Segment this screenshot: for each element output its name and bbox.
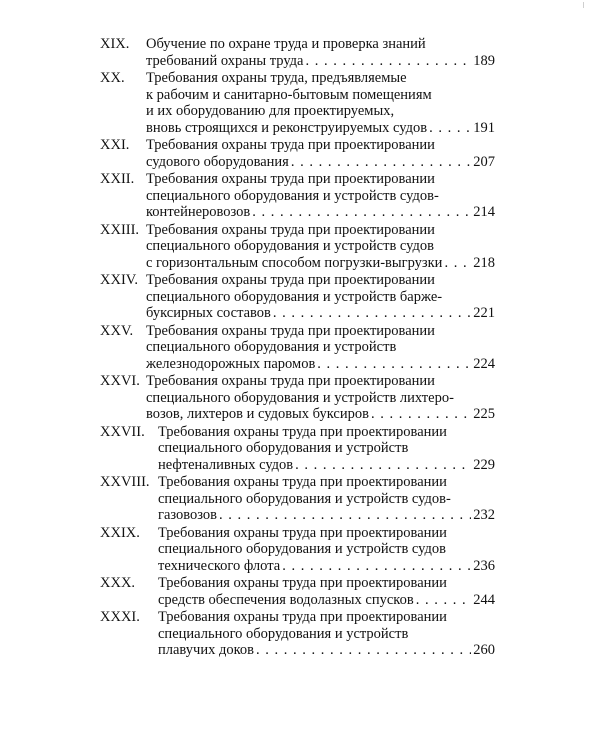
toc-entry (100, 609, 495, 659)
toc-entry-title-line: Требования охраны труда при проектировании (146, 322, 435, 339)
toc-entry-last-line (146, 305, 495, 322)
toc-entry-last-line (158, 507, 495, 524)
toc-entry-title-line: специального оборудования и устройств (158, 440, 409, 456)
toc-entry-title-line: специального оборудования и устройств судов- (146, 187, 439, 204)
toc-entry-number: XXVI. (100, 373, 140, 389)
toc-entry (100, 323, 495, 373)
toc-page-number: 221 (473, 305, 495, 321)
toc-entry-number: XXIII. (100, 221, 140, 238)
toc-entry-title-line: специального оборудования и устройств (146, 339, 397, 355)
toc-entry (100, 137, 495, 170)
toc-entry-last-line (146, 356, 495, 373)
toc-entry-title-line: специального оборудования и устройств судов (158, 541, 446, 557)
toc-entry-last-line (146, 406, 495, 423)
toc-entry-body (158, 575, 495, 608)
toc-page-number: 244 (473, 591, 495, 608)
toc-entry-title-line: Требования охраны труда при проектировании (158, 609, 447, 625)
toc-entry (100, 575, 495, 608)
dot-leader (282, 558, 471, 575)
toc-entry-number: XXIV. (100, 272, 138, 288)
toc-entry (100, 272, 495, 322)
toc-entry-body (146, 70, 495, 136)
toc-entry (100, 525, 495, 575)
toc-entry-title-line: Требования охраны труда при проектировании (158, 575, 447, 591)
toc-page-number: 260 (473, 642, 495, 658)
toc-entry-title-line: требований охраны труда (146, 52, 304, 69)
toc-entry-title-line: вновь строящихся и реконструируемых судов (146, 119, 428, 136)
toc-entry-number: XXI. (100, 137, 130, 153)
dot-leader (306, 53, 472, 70)
table-of-contents (100, 36, 495, 660)
toc-entry-body (158, 424, 495, 474)
toc-entry-title-line: специального оборудования и устройств лихтеро- (146, 389, 454, 406)
toc-entry-title-line: возов, лихтеров и судовых буксиров (146, 406, 369, 422)
toc-entry (100, 36, 495, 69)
dot-leader (256, 642, 471, 659)
toc-entry-title-line: и их оборудованию для проектируемых, (146, 103, 395, 119)
toc-entry-last-line (158, 558, 495, 575)
toc-page-number: 224 (473, 355, 495, 372)
toc-page-number: 207 (473, 153, 495, 170)
toc-entry-body (146, 272, 495, 322)
toc-entry-body (158, 474, 495, 524)
toc-entry-title-line: судового оборудования (146, 153, 289, 170)
toc-entry (100, 373, 495, 423)
toc-entry-title-line: Требования охраны труда при проектировании (158, 474, 447, 490)
toc-entry-title-line: специального оборудования и устройств судов (146, 238, 434, 254)
toc-entry-number: XXX. (100, 575, 136, 591)
toc-entry-body (158, 609, 495, 659)
toc-entry-title-line: железнодорожных паромов (146, 355, 316, 372)
dot-leader (219, 507, 471, 524)
toc-page-number: 229 (473, 456, 495, 473)
toc-entry (100, 474, 495, 524)
toc-entry-last-line (158, 642, 495, 659)
toc-entry-title-line: специального оборудования и устройств судов- (158, 490, 451, 507)
toc-entry-last-line (146, 120, 495, 137)
toc-entry-body (146, 222, 495, 272)
toc-entry-body (158, 525, 495, 575)
toc-entry-title-line: Требования охраны труда при проектировании (158, 423, 447, 440)
toc-entry-last-line (146, 53, 495, 70)
dot-leader (273, 305, 471, 322)
toc-entry-title-line: Требования охраны труда при проектировании (158, 524, 447, 541)
dot-leader (371, 406, 471, 423)
toc-entry-body (146, 323, 495, 373)
dot-leader (317, 356, 471, 373)
dot-leader (429, 120, 471, 137)
toc-entry-title-line: нефтеналивных судов (158, 456, 294, 473)
toc-entry-title-line: Требования охраны труда при проектировании (146, 373, 435, 389)
toc-entry-title-line: буксирных составов (146, 305, 271, 321)
toc-entry-title-line: Обучение по охране труда и проверка знаний (146, 36, 426, 52)
dot-leader (295, 457, 471, 474)
toc-entry-last-line (146, 255, 495, 272)
toc-page-number: 225 (473, 406, 495, 422)
toc-entry-number: XXVIII. (100, 474, 150, 490)
toc-entry-title-line: средств обеспечения водолазных спусков (158, 591, 414, 608)
toc-entry-title-line: специального оборудования и устройств барже- (146, 288, 443, 305)
toc-entry-title-line: Требования охраны труда при проектировании (146, 221, 435, 238)
toc-page-number: 191 (473, 119, 495, 136)
toc-entry-number: XIX. (100, 36, 130, 52)
toc-entry-number: XX. (100, 70, 125, 86)
toc-entry-last-line (146, 204, 495, 221)
toc-entry-title-line: Требования охраны труда при проектировании (146, 171, 435, 187)
toc-page-number: 189 (473, 52, 495, 69)
toc-page-number: 214 (473, 204, 495, 220)
toc-page-number: 236 (473, 557, 495, 574)
toc-entry-number: XXII. (100, 171, 135, 187)
toc-entry-title-line: с горизонтальным способом погрузки-выгрузки (146, 254, 443, 271)
toc-entry-title-line: контейнеровозов (146, 204, 251, 220)
toc-entry (100, 70, 495, 136)
toc-entry-number: XXIX. (100, 524, 140, 541)
toc-entry-title-line: плавучих доков (158, 642, 254, 658)
toc-entry-title-line: специального оборудования и устройств (158, 625, 409, 642)
toc-entry-number: XXXI. (100, 609, 140, 625)
toc-entry-body (146, 137, 495, 170)
toc-entry-number: XXV. (100, 322, 134, 339)
toc-entry-title-line: к рабочим и санитарно-бытовым помещениям (146, 86, 432, 103)
toc-entry-last-line (158, 457, 495, 474)
toc-entry-body (146, 171, 495, 221)
toc-entry (100, 222, 495, 272)
toc-entry-title-line: газовозов (158, 507, 218, 523)
toc-entry (100, 424, 495, 474)
toc-entry-body (146, 373, 495, 423)
toc-page-number: 232 (473, 507, 495, 523)
dot-leader (291, 154, 471, 171)
toc-entry-title-line: Требования охраны труда при проектировании (146, 137, 435, 153)
dot-leader (444, 255, 471, 272)
toc-page-number: 218 (473, 254, 495, 271)
dot-leader (252, 204, 471, 221)
toc-entry-body (146, 36, 495, 69)
dot-leader (416, 592, 472, 609)
toc-entry-last-line (158, 592, 495, 609)
toc-entry-number: XXVII. (100, 423, 145, 440)
scan-mark (583, 2, 584, 8)
toc-entry-title-line: Требования охраны труда при проектировании (146, 272, 435, 288)
toc-entry-title-line: технического флота (158, 557, 281, 574)
toc-entry-title-line: Требования охраны труда, предъявляемые (146, 70, 407, 86)
toc-entry (100, 171, 495, 221)
toc-entry-last-line (146, 154, 495, 171)
